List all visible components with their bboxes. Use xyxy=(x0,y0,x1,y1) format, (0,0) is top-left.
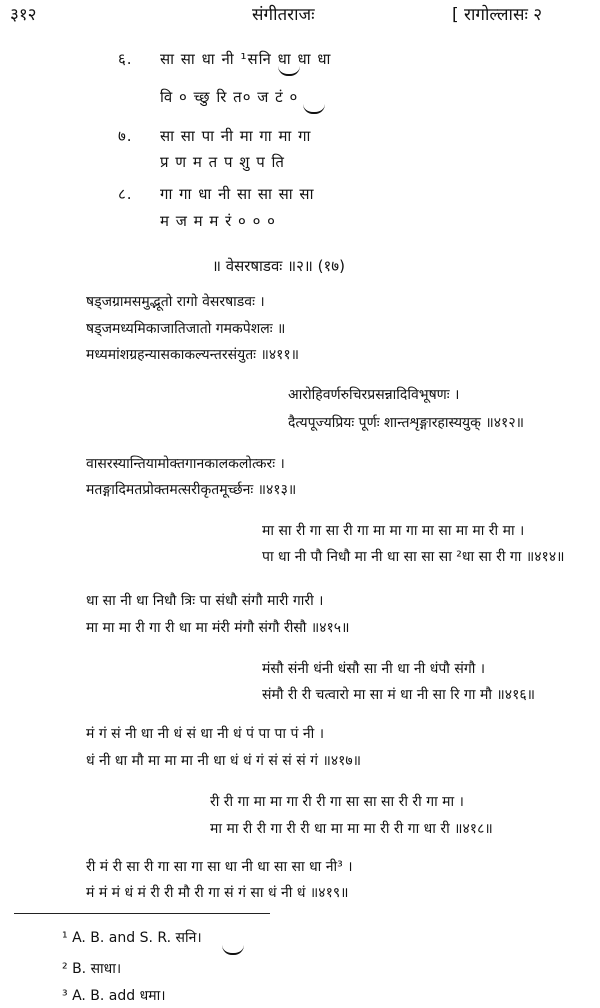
swara-line: मंसौ संनी धंनी धंसौ सा नी धा नी धंपौ संगौ । xyxy=(262,661,486,677)
raga-heading: ॥ वेसरषाडवः ॥२॥ (१७) xyxy=(212,257,345,275)
section-label: [ रागोल्लासः २ xyxy=(452,5,543,25)
slur-mark xyxy=(303,104,325,114)
block-number: ६. xyxy=(118,50,133,68)
syllables-row: प्र ण म त प शु प ति xyxy=(160,153,285,171)
swara-line: धं नी धा मौ मा मा मा नी धा धं धं गं सं सं सं गं ॥४१७॥ xyxy=(86,753,362,769)
notes-row: सा सा धा नी ¹सनि धा धा धा xyxy=(160,50,332,68)
page-number: ३१२ xyxy=(10,5,37,25)
verse-line: षड्जग्रामसमुद्भूतो रागो वेसरषाडवः । xyxy=(86,294,265,310)
footnote: ¹ A. B. and S. R. सनि। xyxy=(62,930,202,946)
verse-line: मतङ्गादिमतप्रोक्तमत्सरीकृतमूर्च्छनः ॥४१३॥ xyxy=(86,482,297,498)
verse-line: दैत्यपूज्यप्रियः पूर्णः शान्तशृङ्गारहास्ययुक् ॥४१२॥ xyxy=(288,415,524,431)
verse-line: मध्यमांशग्रहन्यासकाकल्यन्तरसंयुतः ॥४११॥ xyxy=(86,347,300,363)
syllables-row: म ज म म रं ० ० ० xyxy=(160,212,276,230)
block-number: ८. xyxy=(118,185,133,203)
swara-line: मा सा री गा सा री गा मा मा गा मा सा मा मा री मा । xyxy=(262,523,525,539)
swara-line: पा धा नी पौ निधौ मा नी धा सा सा सा ²धा सा री गा ॥४१४॥ xyxy=(262,549,565,565)
verse-line: षड्जमध्यमिकाजातिजातो गमकपेशलः ॥ xyxy=(86,321,286,337)
footnote: ² B. साधा। xyxy=(62,961,122,977)
footnote-rule xyxy=(14,913,270,914)
swara-line: संमौ री री चत्वारो मा सा मं धा नी सा रि गा मौ ॥४१६॥ xyxy=(262,687,536,703)
slur-mark xyxy=(278,66,300,76)
swara-line: धा सा नी धा निधौ त्रिः पा संधौ संगौ मारी गारी । xyxy=(86,593,324,609)
notes-row: सा सा पा नी मा गा मा गा xyxy=(160,127,312,145)
swara-line: मा मा री री गा री री धा मा मा मा री री गा धा री ॥४१८॥ xyxy=(210,821,493,837)
swara-line: री मं री सा री गा सा गा सा धा नी धा सा सा धा नी³ । xyxy=(86,859,353,875)
slur-mark xyxy=(222,945,244,955)
block-number: ७. xyxy=(118,127,133,145)
footnote: ³ A. B. add धमा। xyxy=(62,988,166,1004)
syllables-row: वि ० च्छु रि त० ज टं ० xyxy=(160,88,299,106)
verse-line: आरोहिवर्णरुचिरप्रसन्नादिविभूषणः । xyxy=(288,387,460,403)
swara-line: मं गं सं नी धा नी धं सं धा नी धं पं पा पा पं नी । xyxy=(86,726,325,742)
notes-row: गा गा धा नी सा सा सा सा xyxy=(160,185,315,203)
verse-line: वासरस्यान्तियामोक्तगानकालकलोत्करः । xyxy=(86,456,285,472)
running-title: संगीतराजः xyxy=(252,5,315,25)
swara-line: मं मं मं धं मं री री मौ री गा सं गं सा धं नी धं ॥४१९॥ xyxy=(86,885,349,901)
swara-line: मा मा मा री गा री धा मा मंरी मंगौ संगौ रीसौ ॥४१५॥ xyxy=(86,620,350,636)
swara-line: री री गा मा मा गा री री गा सा सा सा री री गा मा । xyxy=(210,794,464,810)
